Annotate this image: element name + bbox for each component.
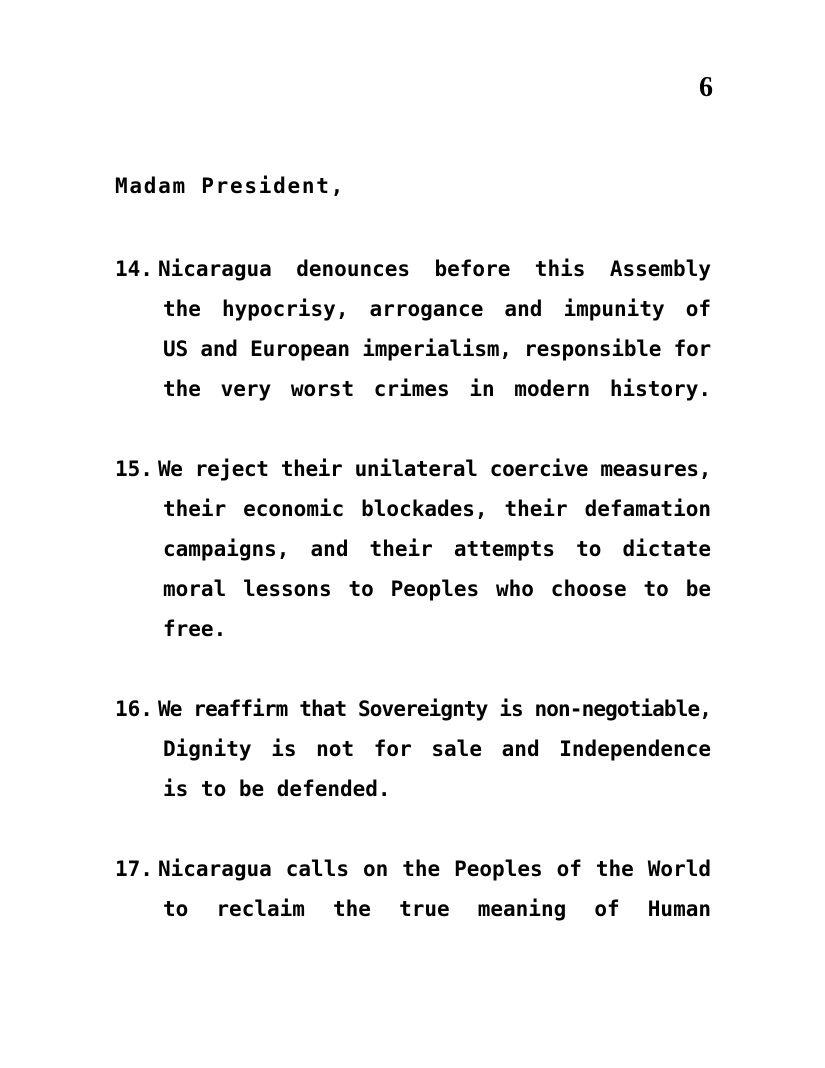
paragraph-line: Dignity is not for sale and Independence — [163, 737, 711, 761]
paragraph-line: Nicaragua calls on the Peoples of the World — [158, 857, 711, 881]
paragraph-line: We reject their unilateral coercive measures, — [158, 457, 711, 481]
paragraph-number: 14. — [115, 257, 153, 281]
paragraph-line: We reaffirm that Sovereignty is non-negotiable, — [158, 697, 711, 721]
paragraph-line: their economic blockades, their defamation — [163, 497, 711, 521]
paragraph-line: Nicaragua denounces before this Assembly — [158, 257, 711, 281]
numbered-paragraph — [115, 689, 711, 809]
numbered-paragraph — [115, 249, 711, 409]
paragraph-line: the hypocrisy, arrogance and impunity of — [163, 297, 711, 321]
paragraph-list — [115, 249, 711, 969]
salutation: Madam President, — [115, 174, 345, 198]
numbered-paragraph — [115, 449, 711, 649]
paragraph-line: the very worst crimes in modern history. — [163, 377, 711, 401]
paragraph-line: US and European imperialism, responsible for — [163, 337, 711, 361]
numbered-paragraph — [115, 849, 711, 929]
paragraph-line: free. — [163, 617, 227, 641]
paragraph-line: is to be defended. — [163, 777, 391, 801]
page-number: 6 — [699, 72, 713, 103]
paragraph-line: campaigns, and their attempts to dictate — [163, 537, 711, 561]
paragraph-number: 17. — [115, 857, 153, 881]
paragraph-number: 15. — [115, 457, 153, 481]
paragraph-line: moral lessons to Peoples who choose to be — [163, 577, 711, 601]
paragraph-number: 16. — [115, 697, 153, 721]
paragraph-line: to reclaim the true meaning of Human — [163, 897, 711, 921]
